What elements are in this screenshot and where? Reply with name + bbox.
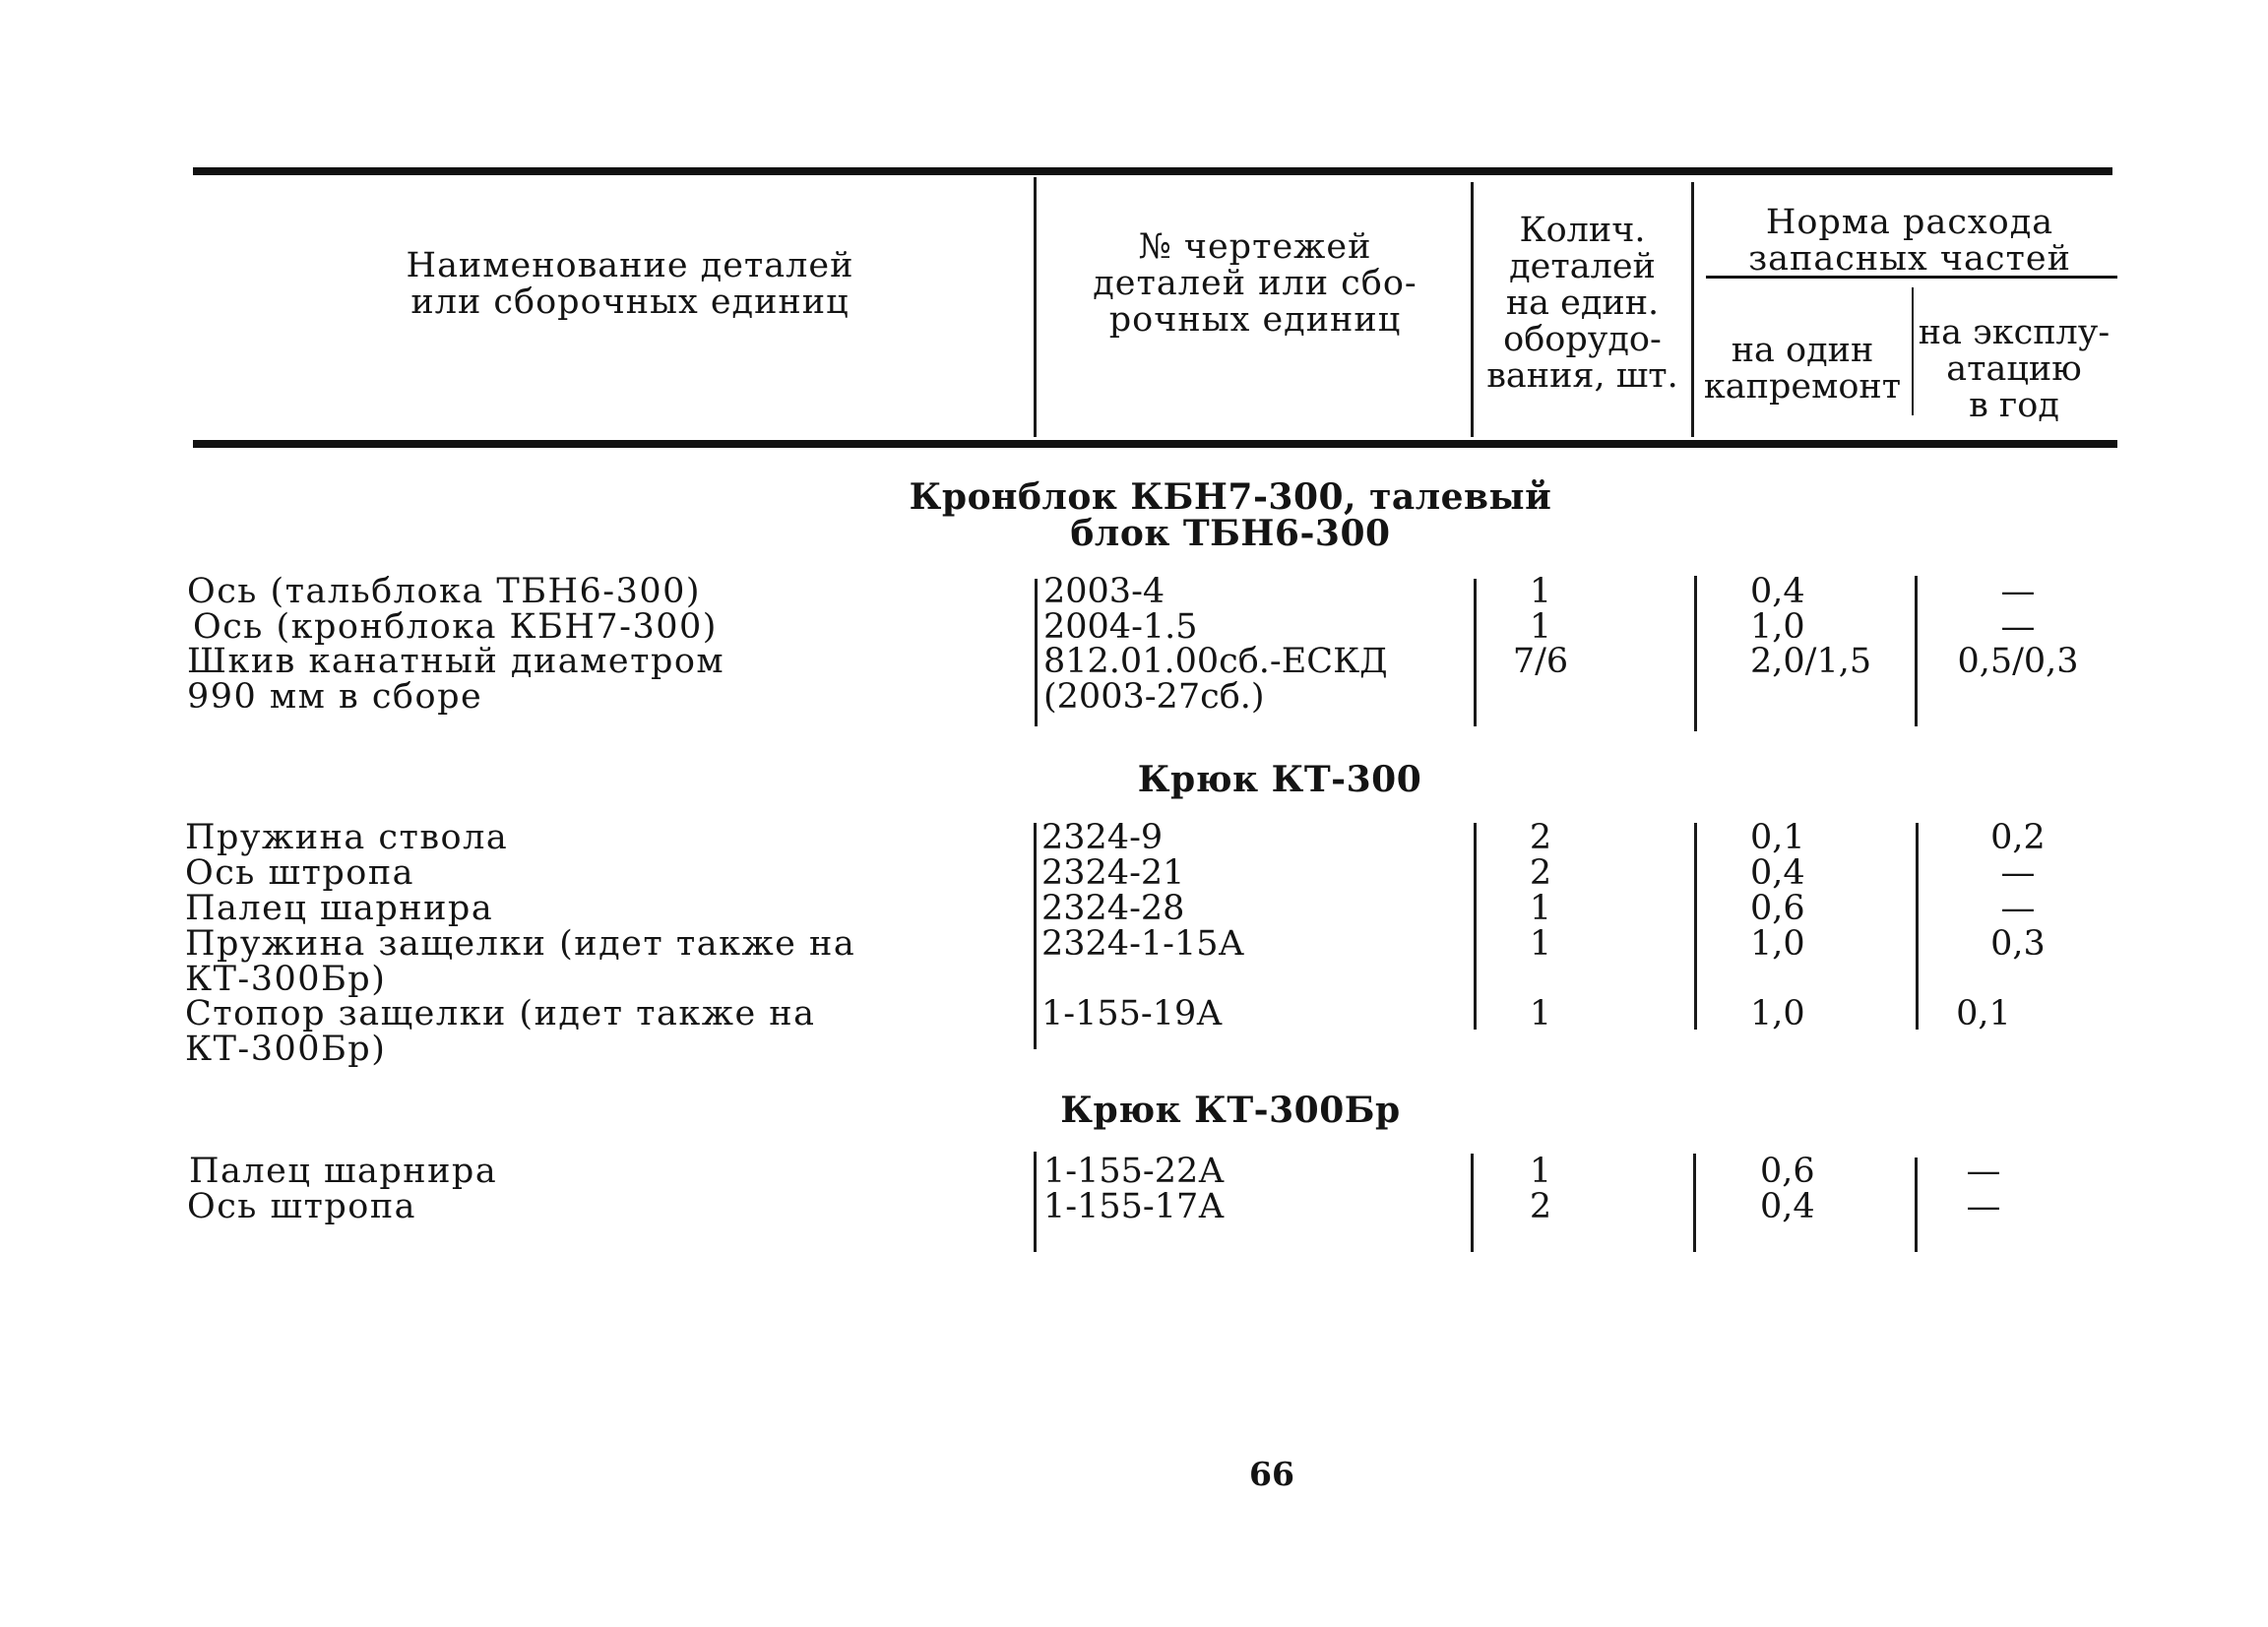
part-qty: 1 (1529, 572, 1552, 611)
part-qty: 2 (1529, 1187, 1552, 1226)
part-name: Ось (кронблока КБН7-300) (193, 607, 718, 647)
norm-repair-value: 0,6 (1760, 1152, 1815, 1191)
drawing-number: 1-155-17А (1043, 1187, 1225, 1226)
drawing-number-continued: (2003-27сб.) (1043, 677, 1265, 717)
header-drawing-line: деталей или сбо- (1093, 264, 1418, 303)
part-name-continued: КТ-300Бр) (185, 1030, 387, 1069)
norm-repair-value: 0,1 (1750, 818, 1805, 857)
norm-repair-value: 0,4 (1760, 1187, 1815, 1226)
header-qty (1477, 213, 1688, 395)
drawing-number: 2324-1-15А (1041, 924, 1245, 964)
drawing-number: 2004-1.5 (1043, 607, 1198, 647)
column-divider (1694, 823, 1697, 1030)
column-divider (1916, 823, 1919, 1030)
drawing-number: 1-155-22А (1043, 1152, 1225, 1191)
part-qty: 1 (1529, 607, 1552, 647)
header-norm-repair (1695, 333, 1910, 406)
part-name: Стопор защелки (идет также на (185, 994, 816, 1033)
header-bottom-rule (193, 440, 2117, 448)
column-divider (1035, 579, 1038, 726)
header-name-line: или сборочных единиц (410, 282, 850, 322)
page-number: 66 (1249, 1455, 1294, 1493)
column-divider (1474, 823, 1477, 1030)
part-name: Ось штропа (185, 853, 415, 893)
part-qty: 2 (1529, 853, 1552, 893)
part-qty: 1 (1529, 1152, 1552, 1191)
header-divider-4 (1912, 287, 1914, 415)
header-drawing-line: рочных единиц (1108, 300, 1402, 340)
header-divider-2 (1471, 182, 1474, 437)
section-title (886, 759, 1673, 800)
header-divider-3 (1691, 182, 1694, 437)
part-qty: 1 (1529, 994, 1552, 1033)
drawing-number: 2003-4 (1043, 572, 1166, 611)
part-qty: 1 (1529, 924, 1552, 964)
section-title (886, 1090, 1575, 1131)
section-title-line: блок ТБН6-300 (1070, 513, 1391, 554)
part-qty: 1 (1529, 889, 1552, 928)
part-name: Шкив канатный диаметром (187, 642, 725, 681)
header-norm-year-line: атацию (1946, 349, 2082, 389)
header-norm-year (1916, 315, 2112, 424)
norm-year-value: — (1966, 1152, 2001, 1191)
norm-year-value: — (2000, 607, 2036, 647)
table-top-rule (193, 167, 2112, 175)
norm-repair-value: 1,0 (1750, 994, 1805, 1033)
norm-year-value: 0,3 (1990, 924, 2046, 964)
column-divider (1471, 1154, 1474, 1252)
column-divider (1693, 1154, 1696, 1252)
drawing-number: 812.01.00сб.-ЕСКД (1043, 642, 1388, 681)
header-norm-line: запасных частей (1748, 239, 2071, 279)
norm-repair-value: 1,0 (1750, 607, 1805, 647)
column-divider (1915, 576, 1918, 726)
section-title-line: Крюк КТ-300 (1137, 759, 1422, 800)
part-name: Палец шарнира (189, 1152, 498, 1191)
header-qty-line: оборудо- (1503, 320, 1662, 359)
column-divider (1034, 823, 1037, 1049)
part-name-continued: 990 мм в сборе (187, 677, 483, 717)
norm-year-value: — (2000, 572, 2036, 611)
part-name-continued: КТ-300Бр) (185, 960, 387, 999)
drawing-number: 2324-28 (1041, 889, 1185, 928)
part-name: Палец шарнира (185, 889, 494, 928)
section-title-line: Кронблок КБН7-300, талевый (909, 476, 1552, 518)
part-name: Пружина защелки (идет также на (185, 924, 856, 964)
header-norm (1703, 205, 2116, 278)
part-qty: 2 (1529, 818, 1552, 857)
norm-year-value: — (1966, 1187, 2001, 1226)
part-name: Ось (тальблока ТБН6-300) (187, 572, 702, 611)
column-divider (1915, 1158, 1918, 1252)
norm-year-value: 0,5/0,3 (1957, 642, 2079, 681)
part-name: Пружина ствола (185, 818, 509, 857)
header-drawing (1043, 229, 1467, 339)
norm-year-value: 0,2 (1990, 818, 2046, 857)
part-qty: 7/6 (1512, 642, 1569, 681)
header-divider-1 (1034, 177, 1037, 437)
header-qty-line: деталей (1509, 247, 1656, 286)
norm-year-value: — (2000, 889, 2036, 928)
header-norm-line: Норма расхода (1765, 203, 2054, 242)
norm-repair-value: 0,4 (1750, 572, 1805, 611)
header-norm-year-line: в год (1969, 386, 2059, 425)
header-name-line: Наименование деталей (406, 246, 854, 285)
drawing-number: 2324-21 (1041, 853, 1185, 893)
column-divider (1034, 1152, 1037, 1252)
norm-repair-value: 2,0/1,5 (1750, 642, 1872, 681)
norm-year-value: 0,1 (1956, 994, 2011, 1033)
header-qty-line: на един. (1505, 283, 1660, 323)
header-norm-year-line: на эксплу- (1918, 313, 2110, 352)
drawing-number: 2324-9 (1041, 818, 1164, 857)
header-norm-repair-line: капремонт (1703, 367, 1902, 407)
section-title-line: Крюк КТ-300Бр (1060, 1090, 1401, 1131)
drawing-number: 1-155-19А (1041, 994, 1223, 1033)
header-name (236, 248, 1024, 321)
section-title (689, 476, 1772, 554)
norm-repair-value: 0,6 (1750, 889, 1805, 928)
header-drawing-line: № чертежей (1138, 227, 1372, 267)
column-divider (1474, 579, 1477, 726)
norm-repair-value: 0,4 (1750, 853, 1805, 893)
part-name: Ось штропа (187, 1187, 417, 1226)
header-qty-line: Колич. (1519, 211, 1646, 250)
header-norm-repair-line: на один (1731, 331, 1874, 370)
column-divider (1694, 576, 1697, 731)
norm-year-value: — (2000, 853, 2036, 893)
norm-repair-value: 1,0 (1750, 924, 1805, 964)
header-qty-line: вания, шт. (1486, 356, 1678, 396)
